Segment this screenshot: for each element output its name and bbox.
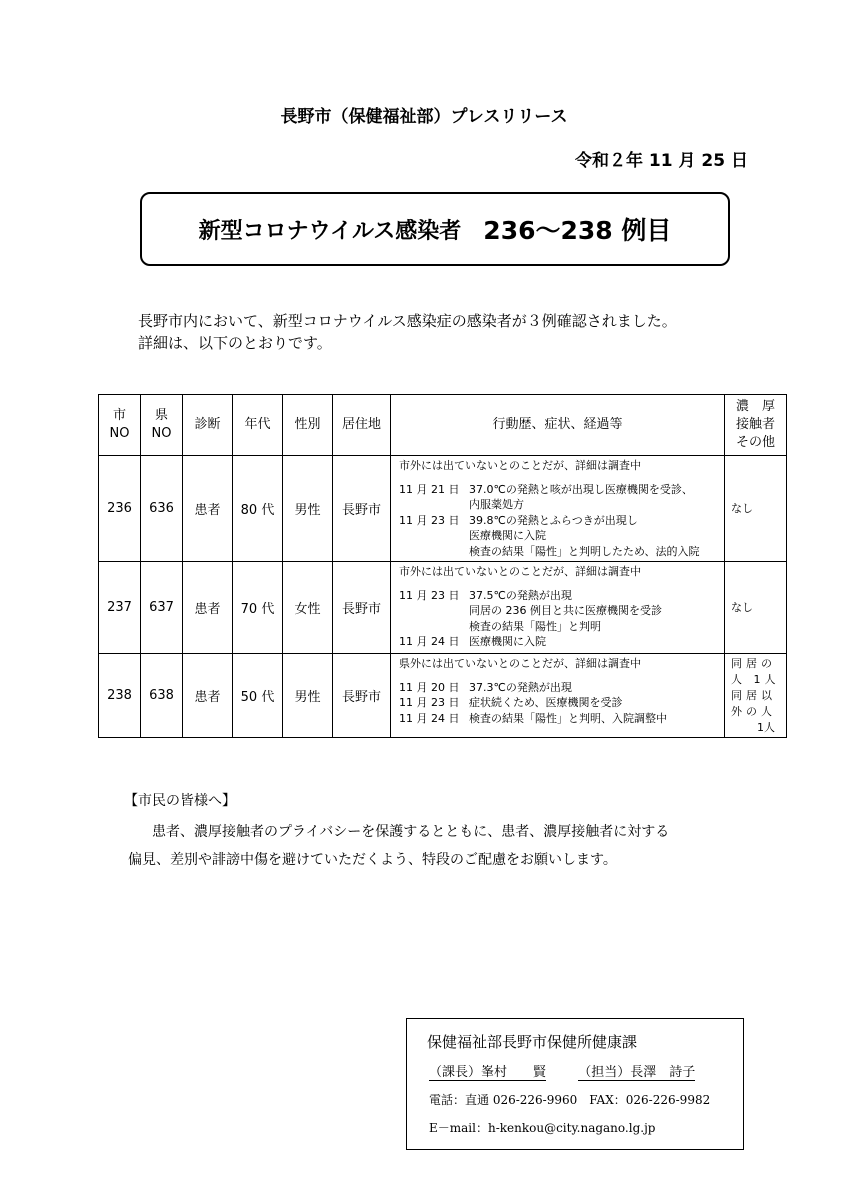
citizens-message (124, 818, 764, 874)
residence-cell: 長野市 (333, 654, 391, 738)
contacts-line: 同居以 (731, 688, 776, 702)
city-no-cell: 237 (99, 562, 141, 654)
contact-email: E－mail：h-kenkou@city.nagano.lg.jp (429, 1121, 656, 1135)
sex-cell: 男性 (283, 456, 333, 562)
header-sex: 性別 (283, 395, 333, 456)
history-event: 11 月 24 日 検査の結果「陽性」と判明、入院調整中 (399, 711, 667, 725)
history-note: 市外には出ていないとのことだが、詳細は調査中 (399, 565, 641, 578)
table-row (99, 562, 787, 654)
history-cell (391, 562, 725, 654)
press-release-title: 長野市（保健福祉部）プレスリリース (280, 107, 568, 127)
pref-no-cell: 638 (141, 654, 183, 738)
header-diagnosis: 診断 (183, 395, 233, 456)
contacts-cell: なし (725, 562, 787, 654)
contact-box (406, 1018, 744, 1150)
case-number-range: 236～238 例目 (483, 216, 672, 245)
contacts-line: 1人 (757, 720, 775, 734)
age-cell: 70 代 (233, 562, 283, 654)
citizens-heading: 【市民の皆様へ】 (124, 793, 236, 809)
diagnosis-cell: 患者 (183, 654, 233, 738)
city-no-cell: 236 (99, 456, 141, 562)
intro-line-2: 詳細は、以下のとおりです。 (138, 334, 332, 352)
pref-no-cell: 637 (141, 562, 183, 654)
contact-staff (429, 1061, 695, 1081)
release-date: 令和２年 11 月 25 日 (575, 151, 748, 171)
residence-cell: 長野市 (333, 562, 391, 654)
history-note: 県外には出ていないとのことだが、詳細は調査中 (399, 657, 641, 670)
intro-line-1: 長野市内において、新型コロナウイルス感染症の感染者が３例確認されました。 (138, 312, 677, 330)
contacts-cell (725, 654, 787, 738)
history-event-continuation: 医療機関に入院 (469, 529, 546, 542)
table-row (99, 456, 787, 562)
table-row (99, 654, 787, 738)
residence-cell: 長野市 (333, 456, 391, 562)
header-contacts: 濃 厚 接触者 その他 (725, 395, 787, 456)
history-event-continuation: 内服薬処方 (469, 498, 524, 511)
case-title-box (140, 192, 730, 266)
contact-person: （担当）長澤 詩子 (578, 1061, 695, 1081)
contact-department: 保健福祉部長野市保健所健康課 (427, 1033, 638, 1051)
history-event: 11 月 21 日 37.0℃の発熱と咳が出現し医療機関を受診、 (399, 482, 693, 496)
contacts-line: 外の人 (731, 704, 776, 718)
contact-phone: 電話：直通 026-226-9960 FAX：026-226-9982 (429, 1093, 711, 1107)
sex-cell: 男性 (283, 654, 333, 738)
history-event-continuation: 同居の 236 例目と共に医療機関を受診 (469, 604, 662, 617)
pref-no-cell: 636 (141, 456, 183, 562)
table-header-row (99, 395, 787, 456)
case-title-label: 新型コロナウイルス感染者 (198, 218, 462, 244)
city-no-cell: 238 (99, 654, 141, 738)
header-pref-no: 県 NO (141, 395, 183, 456)
history-event-continuation: 検査の結果「陽性」と判明 (469, 619, 601, 633)
history-event: 11 月 24 日 医療機関に入院 (399, 635, 546, 648)
contacts-line: 人 1人 (731, 672, 780, 686)
contacts-line: 同居の (731, 656, 776, 670)
history-note: 市外には出ていないとのことだが、詳細は調査中 (399, 459, 641, 472)
history-event: 11 月 23 日 37.5℃の発熱が出現 (399, 588, 572, 602)
citizens-line-1: 患者、濃厚接触者のプライバシーを保護するとともに、患者、濃厚接触者に対する (152, 824, 670, 840)
header-residence: 居住地 (333, 395, 391, 456)
age-cell: 50 代 (233, 654, 283, 738)
intro-text (138, 310, 778, 354)
citizens-line-2: 偏見、差別や誹謗中傷を避けていただくよう、特段のご配慮をお願いします。 (128, 852, 617, 868)
history-cell (391, 456, 725, 562)
diagnosis-cell: 患者 (183, 456, 233, 562)
history-event: 11 月 23 日 39.8℃の発熱とふらつきが出現し (399, 513, 638, 527)
header-age: 年代 (233, 395, 283, 456)
history-event: 11 月 20 日 37.3℃の発熱が出現 (399, 680, 572, 694)
cases-table (98, 394, 787, 738)
history-event-continuation: 検査の結果「陽性」と判明したため、法的入院 (469, 544, 700, 558)
diagnosis-cell: 患者 (183, 562, 233, 654)
header-history: 行動歴、症状、経過等 (391, 395, 725, 456)
contacts-cell: なし (725, 456, 787, 562)
history-cell (391, 654, 725, 738)
sex-cell: 女性 (283, 562, 333, 654)
contact-chief: （課長）峯村 賢 (429, 1061, 546, 1081)
age-cell: 80 代 (233, 456, 283, 562)
history-event: 11 月 23 日 症状続くため、医療機関を受診 (399, 696, 623, 709)
header-city-no: 市 NO (99, 395, 141, 456)
